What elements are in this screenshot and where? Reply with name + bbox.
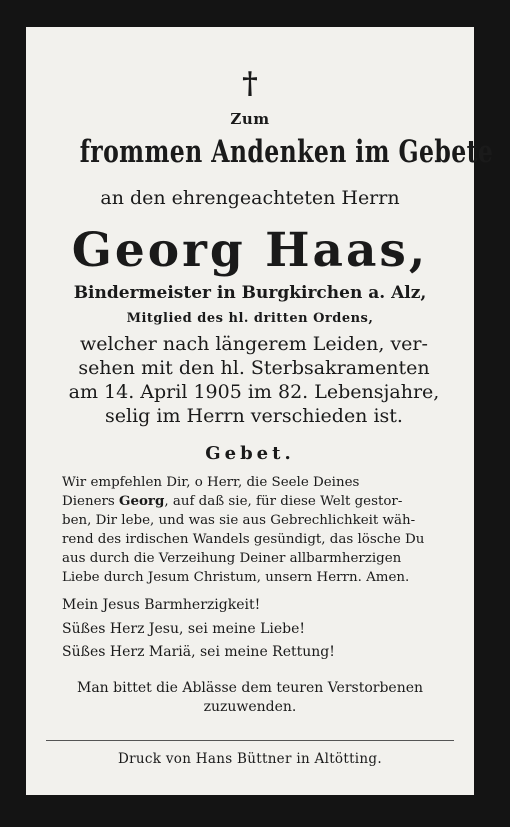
aspiration: Süßes Herz Mariä, sei meine Rettung! xyxy=(62,644,335,660)
prayer-text-segment: Dieners xyxy=(62,494,120,509)
cross-icon: † xyxy=(242,66,258,101)
prayer-line: Wir empfehlen Dir, o Herr, die Seele Deines xyxy=(62,475,360,490)
prayer-line: Liebe durch Jesum Christum, unsern Herrn. Amen. xyxy=(62,570,410,585)
biography xyxy=(54,332,454,428)
bio-line: selig im Herrn verschieden ist. xyxy=(105,405,403,427)
header-large: frommen Andenken im Gebete xyxy=(79,134,494,170)
preamble: an den ehrengeachteten Herrn xyxy=(100,187,400,209)
aspiration: Süßes Herz Jesu, sei meine Liebe! xyxy=(62,620,306,637)
prayer-text-segment: , auf daß sie, für diese Welt gestor- xyxy=(164,494,403,509)
memorial-card xyxy=(26,27,494,795)
prayer-line xyxy=(62,492,460,511)
aspiration: Mein Jesus Barmherzigkeit! xyxy=(62,597,261,613)
prayer-name: Georg xyxy=(119,493,165,509)
membership: Mitglied des hl. dritten Ordens, xyxy=(126,311,374,326)
bio-line: welcher nach längerem Leiden, ver- xyxy=(80,333,428,355)
prayer-text xyxy=(62,473,460,587)
bio-line: sehen mit den hl. Sterbsakramenten xyxy=(78,357,430,379)
header-small: Zum xyxy=(230,110,270,128)
prayer-title: Gebet. xyxy=(205,443,295,464)
aspirations xyxy=(62,594,335,665)
prayer-line: ben, Dir lebe, und was sie aus Gebrechlichkeit wäh- xyxy=(62,513,416,528)
deceased-name: Georg Haas, xyxy=(71,223,429,278)
occupation: Bindermeister in Burgkirchen a. Alz, xyxy=(73,283,427,303)
indulgence-line: Man bittet die Ablässe dem teuren Verstorbenen xyxy=(76,680,424,696)
bio-line: am 14. April 1905 im 82. Lebensjahre, xyxy=(68,381,440,403)
prayer-line: rend des irdischen Wandels gesündigt, das lösche Du xyxy=(62,532,425,547)
prayer-line: aus durch die Verzeihung Deiner allbarmherzigen xyxy=(62,551,402,566)
indulgence-request xyxy=(26,679,474,717)
printer-imprint: Druck von Hans Büttner in Altötting. xyxy=(118,751,382,767)
divider xyxy=(46,740,454,741)
indulgence-line: zuzuwenden. xyxy=(203,699,297,715)
